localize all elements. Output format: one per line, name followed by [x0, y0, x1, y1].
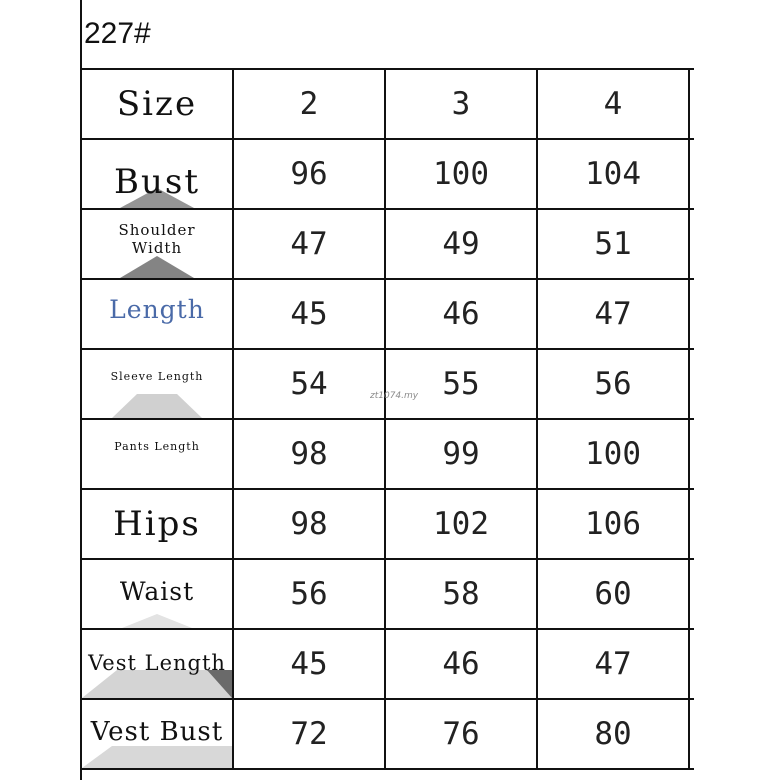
cut-off-column [689, 139, 694, 209]
table-cell: 49 [385, 209, 537, 279]
row-label: Vest Bust [90, 717, 224, 747]
table-cell: 100 [537, 419, 689, 489]
row-label: Vest Length [88, 651, 226, 675]
watermark-text: zt1074.my [370, 391, 419, 401]
table-cell: 58 [385, 559, 537, 629]
table-cell: 80 [537, 699, 689, 769]
table-header-row [81, 69, 694, 139]
row-label: Length [109, 295, 205, 324]
table-cell: 54 [233, 349, 385, 419]
table-row [81, 209, 694, 279]
row-label-line2: Width [131, 239, 183, 257]
row-label-cell [81, 279, 233, 349]
cut-off-column [689, 419, 694, 489]
table-cell: 96 [233, 139, 385, 209]
row-label-cell [81, 699, 233, 769]
table-cell: 98 [233, 489, 385, 559]
table-row [81, 349, 694, 419]
size-header-cell [81, 69, 233, 139]
row-label: Waist [119, 577, 195, 606]
row-label-cell [81, 209, 233, 279]
size-column-header: 2 [233, 69, 385, 139]
row-label-cell [81, 629, 233, 699]
product-code: 227# [84, 17, 151, 50]
table-cell: 99 [385, 419, 537, 489]
table-row [81, 559, 694, 629]
table-cell: 106 [537, 489, 689, 559]
table-cell: 56 [537, 349, 689, 419]
table-cell: 45 [233, 629, 385, 699]
table-cell: 102 [385, 489, 537, 559]
row-label-cell [81, 489, 233, 559]
row-label: Shoulder [118, 221, 196, 239]
size-column-header: 4 [537, 69, 689, 139]
cut-off-column [689, 699, 694, 769]
row-label: Pants Length [114, 440, 200, 453]
row-label-cell [81, 419, 233, 489]
table-cell: 100 [385, 139, 537, 209]
cut-off-column [689, 279, 694, 349]
row-label-cell [81, 559, 233, 629]
cut-off-column [689, 349, 694, 419]
cut-off-column [689, 629, 694, 699]
size-column-header: 3 [385, 69, 537, 139]
table-cell: 76 [385, 699, 537, 769]
row-label-cell [81, 349, 233, 419]
row-label-cell [81, 139, 233, 209]
table-row [81, 419, 694, 489]
table-cell: 98 [233, 419, 385, 489]
table-row [81, 139, 694, 209]
table-cell: 56 [233, 559, 385, 629]
table-cell: 45 [233, 279, 385, 349]
table-cell: 104 [537, 139, 689, 209]
table-row [81, 489, 694, 559]
table-row [81, 699, 694, 769]
row-label: Sleeve Length [110, 370, 204, 383]
table-cell: 60 [537, 559, 689, 629]
size-header-label: Size [116, 84, 198, 124]
cut-off-column [689, 69, 694, 139]
cut-off-column [689, 209, 694, 279]
cut-off-column [689, 489, 694, 559]
row-label: Hips [113, 504, 201, 544]
size-chart-table [80, 68, 694, 770]
table-row [81, 279, 694, 349]
table-cell: 55 [385, 349, 537, 419]
table-cell: 47 [537, 629, 689, 699]
table-cell: 47 [537, 279, 689, 349]
table-row [81, 629, 694, 699]
row-label: Bust [114, 162, 200, 202]
table-cell: 51 [537, 209, 689, 279]
table-cell: 46 [385, 629, 537, 699]
table-cell: 46 [385, 279, 537, 349]
cut-off-column [689, 559, 694, 629]
pasted-label-artifact [82, 350, 232, 418]
table-cell: 47 [233, 209, 385, 279]
table-cell: 72 [233, 699, 385, 769]
